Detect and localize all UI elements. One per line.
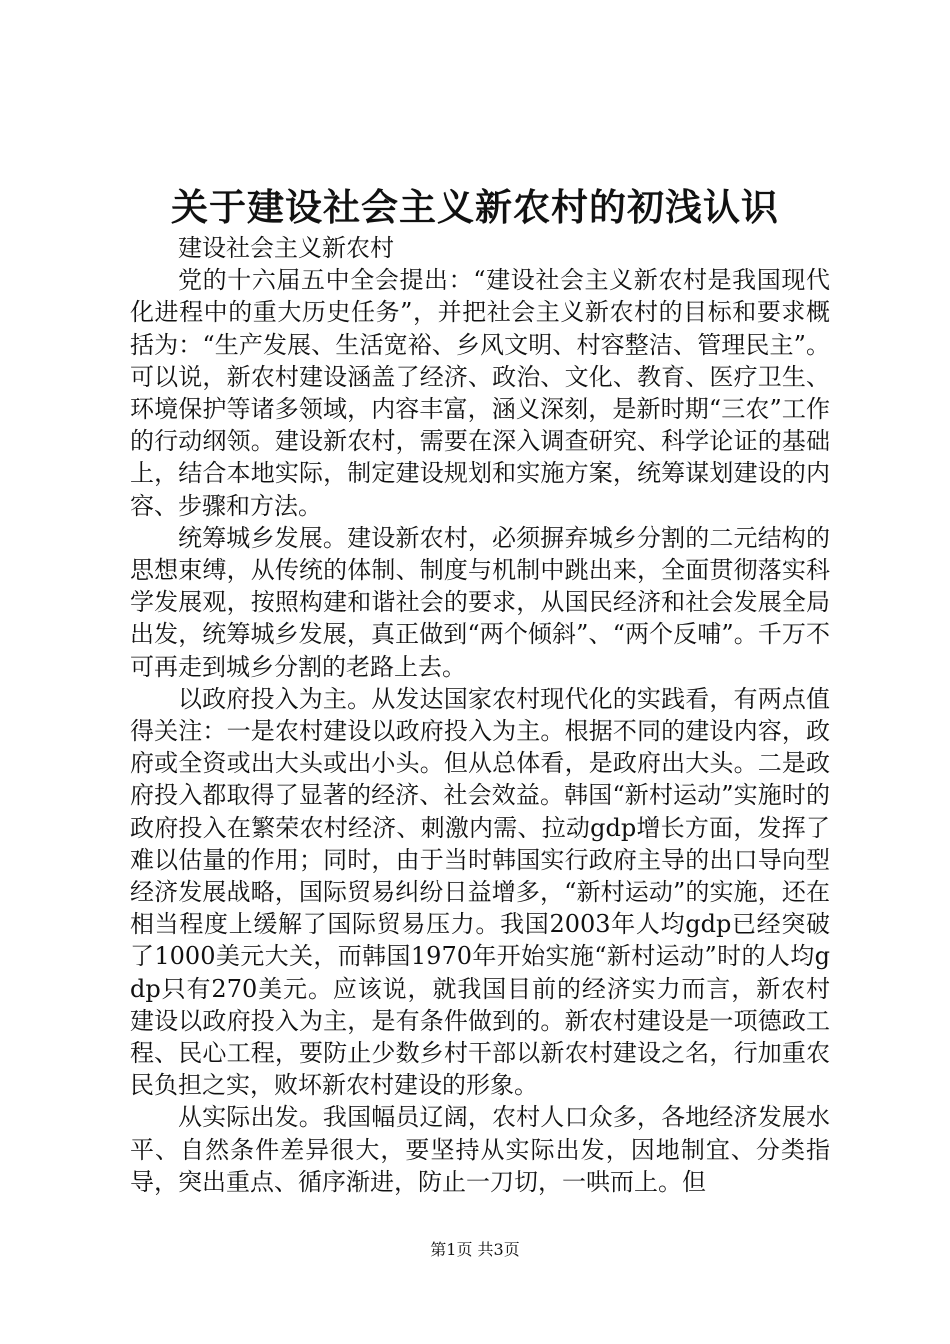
paragraph-government-investment: 以政府投入为主。从发达国家农村现代化的实践看，有两点值得关注：一是农村建设以政府投入为主。根据不同的建设内容，政府或全资或出大头或出小头。但从总体看，是政府出大头。二是政府投入都取得了显著的经济、社会效益。韩国“新村运动”实施时的政府投入在繁荣农村经济、刺激内需、拉动gdp增长方面，发挥了难以估量的作用；同时，由于当时韩国实行政府主导的出口导向型经济发展战略，国际贸易纠纷日益增多，“新村运动”的实施，还在相当程度上缓解了国际贸易压力。我国2003年人均gdp已经突破了1000美元大关，而韩国1970年开始实施“新村运动”时的人均gdp只有270美元。应该说，就我国目前的经济实力而言，新农村建设以政府投入为主，是有条件做到的。新农村建设是一项德政工程、民心工程，要防止少数乡村干部以新农村建设之名，行加重农民负担之实，败坏新农村建设的形象。 bbox=[130, 684, 830, 1100]
paragraph-practical: 从实际出发。我国幅员辽阔，农村人口众多，各地经济发展水平、自然条件差异很大，要坚持从实际出发，因地制宜、分类指导，突出重点、循序渐进，防止一刀切，一哄而上。但 bbox=[130, 1103, 830, 1196]
paragraph-urban-rural: 统筹城乡发展。建设新农村，必须摒弃城乡分割的二元结构的思想束缚，从传统的体制、制度与机制中跳出来，全面贯彻落实科学发展观，按照构建和谐社会的要求，从国民经济和社会发展全局出发，统筹城乡发展，真正做到“两个倾斜”、“两个反哺”。千万不可再走到城乡分割的老路上去。 bbox=[130, 523, 830, 681]
paragraph-subtitle: 建设社会主义新农村 bbox=[178, 234, 394, 262]
page-footer: 第1页 共3页 bbox=[430, 1240, 520, 1259]
document-body bbox=[130, 232, 830, 1198]
document-title: 关于建设社会主义新农村的初浅认识 bbox=[171, 186, 779, 229]
paragraph-intro: 党的十六届五中全会提出：“建设社会主义新农村是我国现代化进程中的重大历史任务”，并把社会主义新农村的目标和要求概括为：“生产发展、生活宽裕、乡风文明、村容整洁、管理民主”。可以说，新农村建设涵盖了经济、政治、文化、教育、医疗卫生、环境保护等诸多领域，内容丰富，涵义深刻，是新时期“三农”工作的行动纲领。建设新农村，需要在深入调查研究、科学论证的基础上，结合本地实际，制定建设规划和实施方案，统筹谋划建设的内容、步骤和方法。 bbox=[130, 266, 830, 520]
